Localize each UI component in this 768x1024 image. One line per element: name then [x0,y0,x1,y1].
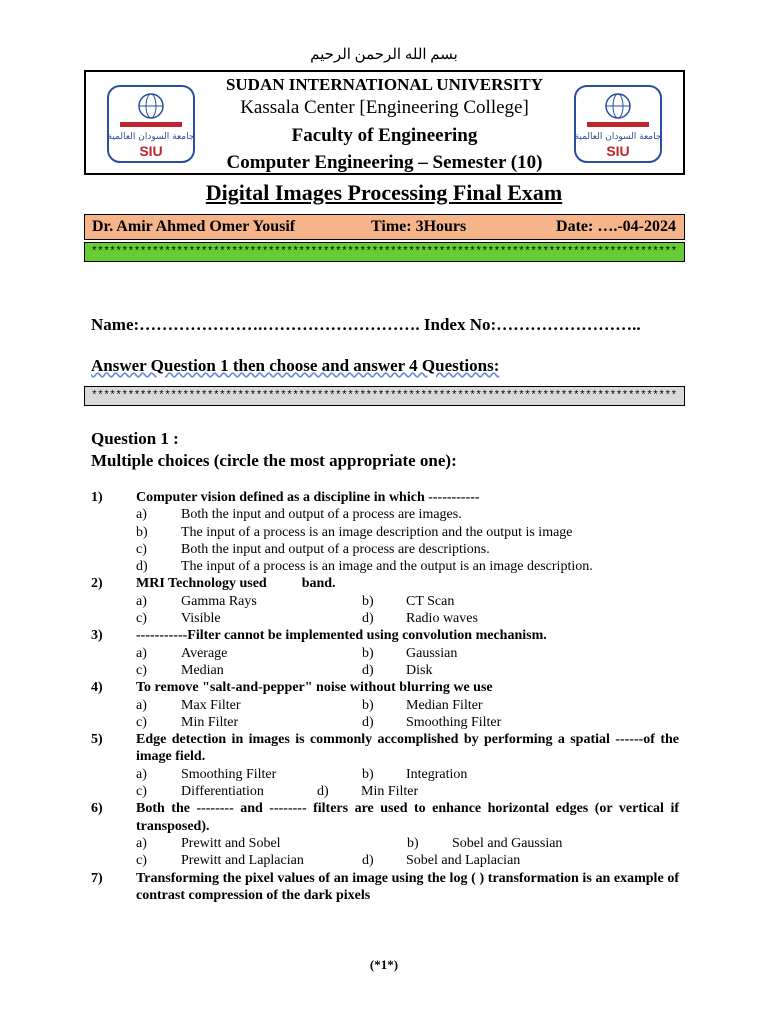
university-name: SUDAN INTERNATIONAL UNIVERSITY [225,75,544,94]
question-number: 4) [91,680,103,696]
option-text[interactable]: Differentiation [181,784,264,800]
option-letter[interactable]: b) [362,645,374,661]
logo-arabic-text: جامعة السودان العالمية [107,132,195,142]
page-number: (*1*) [369,957,399,972]
option-text[interactable]: Both the input and output of a process are images. [181,507,462,523]
option-letter[interactable]: c) [136,541,147,557]
logo-siu-text: SIU [606,143,630,159]
option-letter[interactable]: b) [136,524,148,540]
separator-gray: ************************************************************************************************ [84,386,685,406]
option-text[interactable]: Visible [181,611,221,627]
option-row [91,558,679,575]
option-row [91,541,679,558]
option-letter[interactable]: a) [136,645,147,661]
question-text: Edge detection in images is commonly accomplished by performing a spatial ------of the image field. [136,732,679,765]
option-row [91,524,679,541]
option-text[interactable]: Average [181,645,228,661]
option-text[interactable]: Sobel and Laplacian [406,853,521,869]
question-item [91,870,679,905]
option-text[interactable]: Max Filter [181,697,241,713]
option-row [91,714,679,731]
instructor-name: Dr. Amir Ahmed Omer Yousif [92,218,296,235]
option-letter[interactable]: a) [136,835,147,851]
answer-instruction: Answer Question 1 then choose and answer 4 Questions: [91,356,500,375]
question-item [91,575,679,627]
option-row [91,662,679,679]
option-letter[interactable]: c) [136,662,147,678]
question-item [91,731,679,800]
exam-title: Digital Images Processing Final Exam [205,180,563,205]
question-text: MRI Technology used band. [136,576,336,592]
option-text[interactable]: Radio waves [406,611,478,627]
option-text[interactable]: Gamma Rays [181,593,257,609]
exam-info-bar [84,214,685,240]
option-letter[interactable]: a) [136,593,147,609]
question1-title: Question 1 : [91,429,179,448]
question-number: 2) [91,576,103,592]
option-letter[interactable]: d) [362,662,374,678]
option-text[interactable]: The input of a process is an image and the output is an image description. [181,559,593,575]
question-number: 6) [91,801,103,817]
option-row [91,783,679,800]
option-row [91,593,679,610]
option-text[interactable]: Gaussian [406,645,458,661]
question-text: Computer vision defined as a discipline in which ----------- [136,490,480,505]
option-letter[interactable]: a) [136,507,147,523]
option-letter[interactable]: d) [362,853,374,869]
option-text[interactable]: CT Scan [406,593,455,609]
option-text[interactable]: Integration [406,766,468,782]
option-text[interactable]: Smoothing Filter [181,766,277,782]
question-item [91,489,679,575]
question1-heading [91,428,457,472]
question-item [91,800,679,869]
option-letter[interactable]: c) [136,714,147,730]
department-name: Computer Engineering – Semester (10) [226,152,543,173]
option-letter[interactable]: c) [136,784,147,800]
option-letter[interactable]: d) [136,559,148,575]
option-letter[interactable]: b) [362,593,374,609]
faculty-name: Faculty of Engineering [291,125,478,146]
exam-date: Date: ….-04-2024 [556,218,676,235]
option-letter[interactable]: b) [407,835,419,851]
question-text: -----------Filter cannot be implemented using convolution mechanism. [136,628,547,644]
question-number: 5) [91,732,103,748]
bismillah: بسم الله الرحمن الرحيم [310,47,458,63]
option-letter[interactable]: d) [362,714,374,730]
option-text[interactable]: Smoothing Filter [406,714,502,730]
question-item [91,627,679,679]
option-text[interactable]: Min Filter [361,784,419,800]
option-row [91,766,679,783]
option-text[interactable]: The input of a process is an image description and the output is image [181,524,573,540]
option-row [91,645,679,662]
question-text: Both the -------- and -------- filters are used to enhance horizontal edges (or vertical if transposed). [136,801,679,834]
option-letter[interactable]: d) [317,784,329,800]
question1-subtitle: Multiple choices (circle the most appropriate one): [91,451,457,470]
option-letter[interactable]: c) [136,853,147,869]
option-letter[interactable]: b) [362,697,374,713]
option-letter[interactable]: d) [362,611,374,627]
option-text[interactable]: Both the input and output of a process are descriptions. [181,541,490,557]
university-logo-right [573,84,663,164]
option-row [91,697,679,714]
option-letter[interactable]: c) [136,611,147,627]
option-row [91,852,679,869]
center-name: Kassala Center [Engineering College] [240,97,529,118]
option-row [91,506,679,523]
option-text[interactable]: Median [181,662,224,678]
header-box [84,70,685,175]
option-row [91,835,679,852]
question-list [91,489,679,904]
option-letter[interactable]: b) [362,766,374,782]
exam-time: Time: 3Hours [371,218,467,235]
separator-green: ************************************************************************************************ [84,242,685,262]
option-letter[interactable]: a) [136,697,147,713]
option-text[interactable]: Disk [406,662,433,678]
question-text: Transforming the pixel values of an image using the log ( ) transformation is an example of contrast compression of the dark pixels [136,870,679,903]
question-number: 1) [91,490,103,505]
option-text[interactable]: Min Filter [181,714,239,730]
option-text[interactable]: Median Filter [406,697,483,713]
question-number: 3) [91,628,103,644]
question-item [91,679,679,731]
question-number: 7) [91,870,103,886]
name-index-line: Name:………………….………………………. Index No:…………………….. [91,315,641,334]
question-text: To remove "salt-and-pepper" noise without blurring we use [136,680,493,696]
option-letter[interactable]: a) [136,766,147,782]
option-text[interactable]: Prewitt and Laplacian [181,853,304,869]
option-row [91,610,679,627]
option-text[interactable]: Sobel and Gaussian [452,835,563,851]
logo-arabic-text: جامعة السودان العالمية [574,132,662,142]
option-text[interactable]: Prewitt and Sobel [181,835,281,851]
logo-siu-text: SIU [139,143,163,159]
